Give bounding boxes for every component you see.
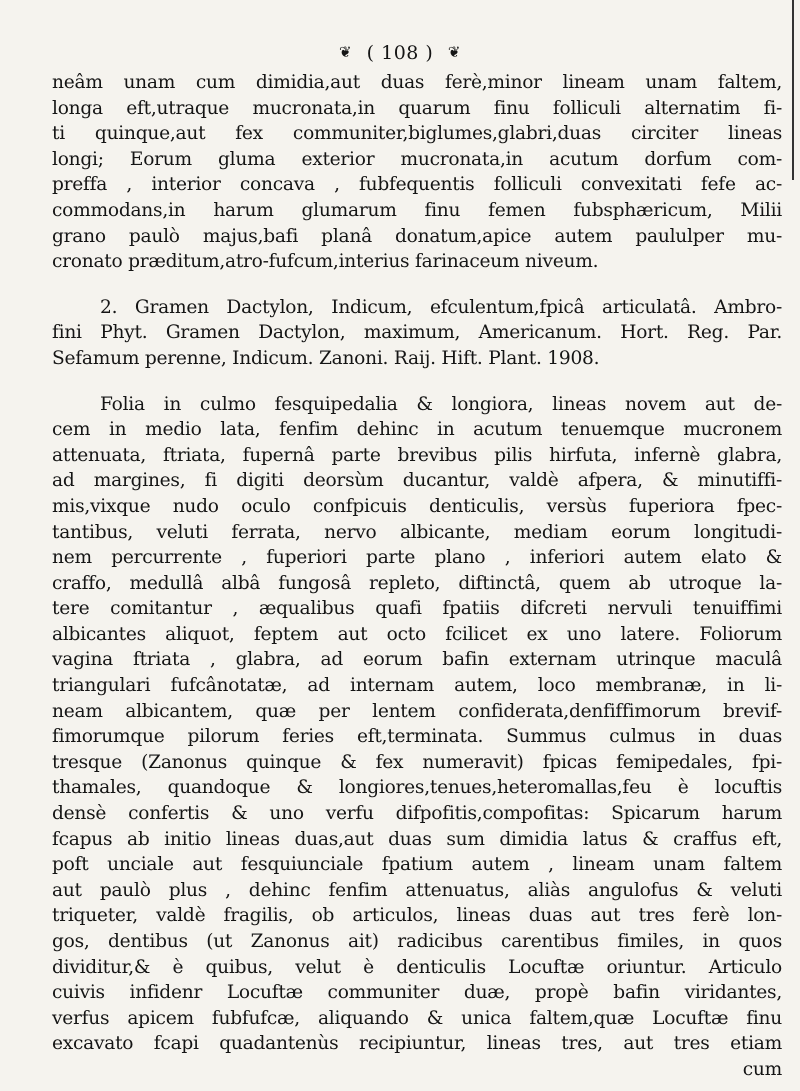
body-text <box>52 70 782 1083</box>
text-line: attenuata, ftriata, fupernâ parte brevibus pilis hirfuta, infernè glabra, <box>52 444 782 466</box>
text-line: ti quinque,aut fex communiter,biglumes,glabri,duas circiter lineas <box>52 123 782 145</box>
text-line: nem percurrente , fuperiori parte plano , inferiori autem elato & <box>52 547 782 569</box>
text-line: fcapus ab initio lineas duas,aut duas sum dimidia latus & craffus eft, <box>52 828 782 850</box>
text-line: cronato præditum,atro-fufcum,interius farinaceum niveum. <box>52 251 599 273</box>
text-line: Sefamum perenne, Indicum. Zanoni. Raij. Hift. Plant. 1908. <box>52 347 600 369</box>
text-line: excavato fcapi quadantenùs recipiuntur, lineas tres, aut tres etiam <box>52 1033 782 1055</box>
text-line: craffo, medullâ albâ fungosâ repleto, diftinctâ, quem ab utroque la- <box>52 572 782 594</box>
text-line: 2. Gramen Dactylon, Indicum, efculentum,fpicâ articulatâ. Ambro- <box>100 296 782 318</box>
text-line: albicantes aliquot, feptem aut octo fcilicet ex uno latere. Foliorum <box>52 623 782 645</box>
text-line: neam albicantem, quæ per lentem confiderata,denfiffimorum brevif- <box>52 700 782 722</box>
text-line: vagina ftriata , glabra, ad eorum bafin externam utrinque maculâ <box>52 649 782 671</box>
ornament-left-icon: ❦ <box>339 43 353 61</box>
text-line: fimorumque pilorum feries eft,terminata. Summus culmus in duas <box>52 726 782 748</box>
catchword: cum <box>742 1058 782 1080</box>
text-line: verfus apicem fubfufcæ, aliquando & unica faltem,quæ Locuftæ finu <box>52 1007 782 1029</box>
text-line: densè confertis & uno verfu difpofitis,compofitas: Spicarum harum <box>52 803 782 825</box>
text-line: mis,vixque nudo oculo confpicuis denticulis, versùs fuperiora fpec- <box>52 495 782 517</box>
text-line: gos, dentibus (ut Zanonus ait) radicibus carentibus fimiles, in quos <box>52 931 782 952</box>
text-line: grano paulò majus,bafi planâ donatum,apice autem paululper mu- <box>52 225 782 247</box>
paragraph-species-heading <box>52 295 782 372</box>
text-line: longi; Eorum gluma exterior mucronata,in acutum dorfum com- <box>52 148 782 170</box>
text-line: tresque (Zanonus quinque & fex numeravit) fpicas femipedales, fpi- <box>52 751 782 773</box>
ornament-right-icon: ❦ <box>447 43 461 61</box>
text-line: cuivis infidenr Locuftæ communiter duæ, propè bafin viridantes, <box>52 982 782 1004</box>
text-line: aut paulò plus , dehinc fenfim attenuatus, aliàs angulofus & veluti <box>52 879 782 901</box>
text-line: ad margines, fi digiti deorsùm ducantur, valdè afpera, & minutiffi- <box>52 470 782 492</box>
text-line: commodans,in harum glumarum finu femen fubsphæricum, Milii <box>52 199 782 221</box>
text-line: preffa , interior concava , fubfequentis folliculi convexitati fefe ac- <box>52 174 782 196</box>
page-number: ( 108 ) <box>366 42 434 64</box>
text-line: Folia in culmo fesquipedalia & longiora, lineas novem aut de- <box>100 393 782 415</box>
text-line: tere comitantur , æqualibus quafi fpatiis difcreti nervuli tenuiffimi <box>52 598 782 620</box>
text-line: longa eft,utraque mucronata,in quarum finu folliculi alternatim fi- <box>52 97 782 119</box>
text-line: triangulari fufcânotatæ, ad internam autem, loco membranæ, in li- <box>52 675 782 697</box>
text-line: thamales, quandoque & longiores,tenues,heteromallas,feu è locuftis <box>52 777 782 799</box>
paragraph-leaf-description <box>52 392 782 1083</box>
text-line: triqueter, valdè fragilis, ob articulos, lineas duas aut tres ferè lon- <box>52 905 782 927</box>
text-line: neâm unam cum dimidia,aut duas ferè,minor lineam unam faltem, <box>52 72 782 93</box>
text-line: dividitur,& è quibus, velut è denticulis Locuftæ oriuntur. Articulo <box>52 956 782 978</box>
text-line: cem in medio lata, fenfim dehinc in acutum tenuemque mucronem <box>52 419 782 441</box>
text-line: poft unciale aut fesquiunciale fpatium autem , lineam unam faltem <box>52 854 782 876</box>
text-line: fini Phyt. Gramen Dactylon, maximum, Americanum. Hort. Reg. Par. <box>52 322 782 344</box>
text-line: tantibus, veluti ferrata, nervo albicante, mediam eorum longitudi- <box>52 521 782 543</box>
page-edge-line <box>792 0 794 180</box>
page-header <box>0 42 800 64</box>
paragraph-description <box>52 70 782 275</box>
